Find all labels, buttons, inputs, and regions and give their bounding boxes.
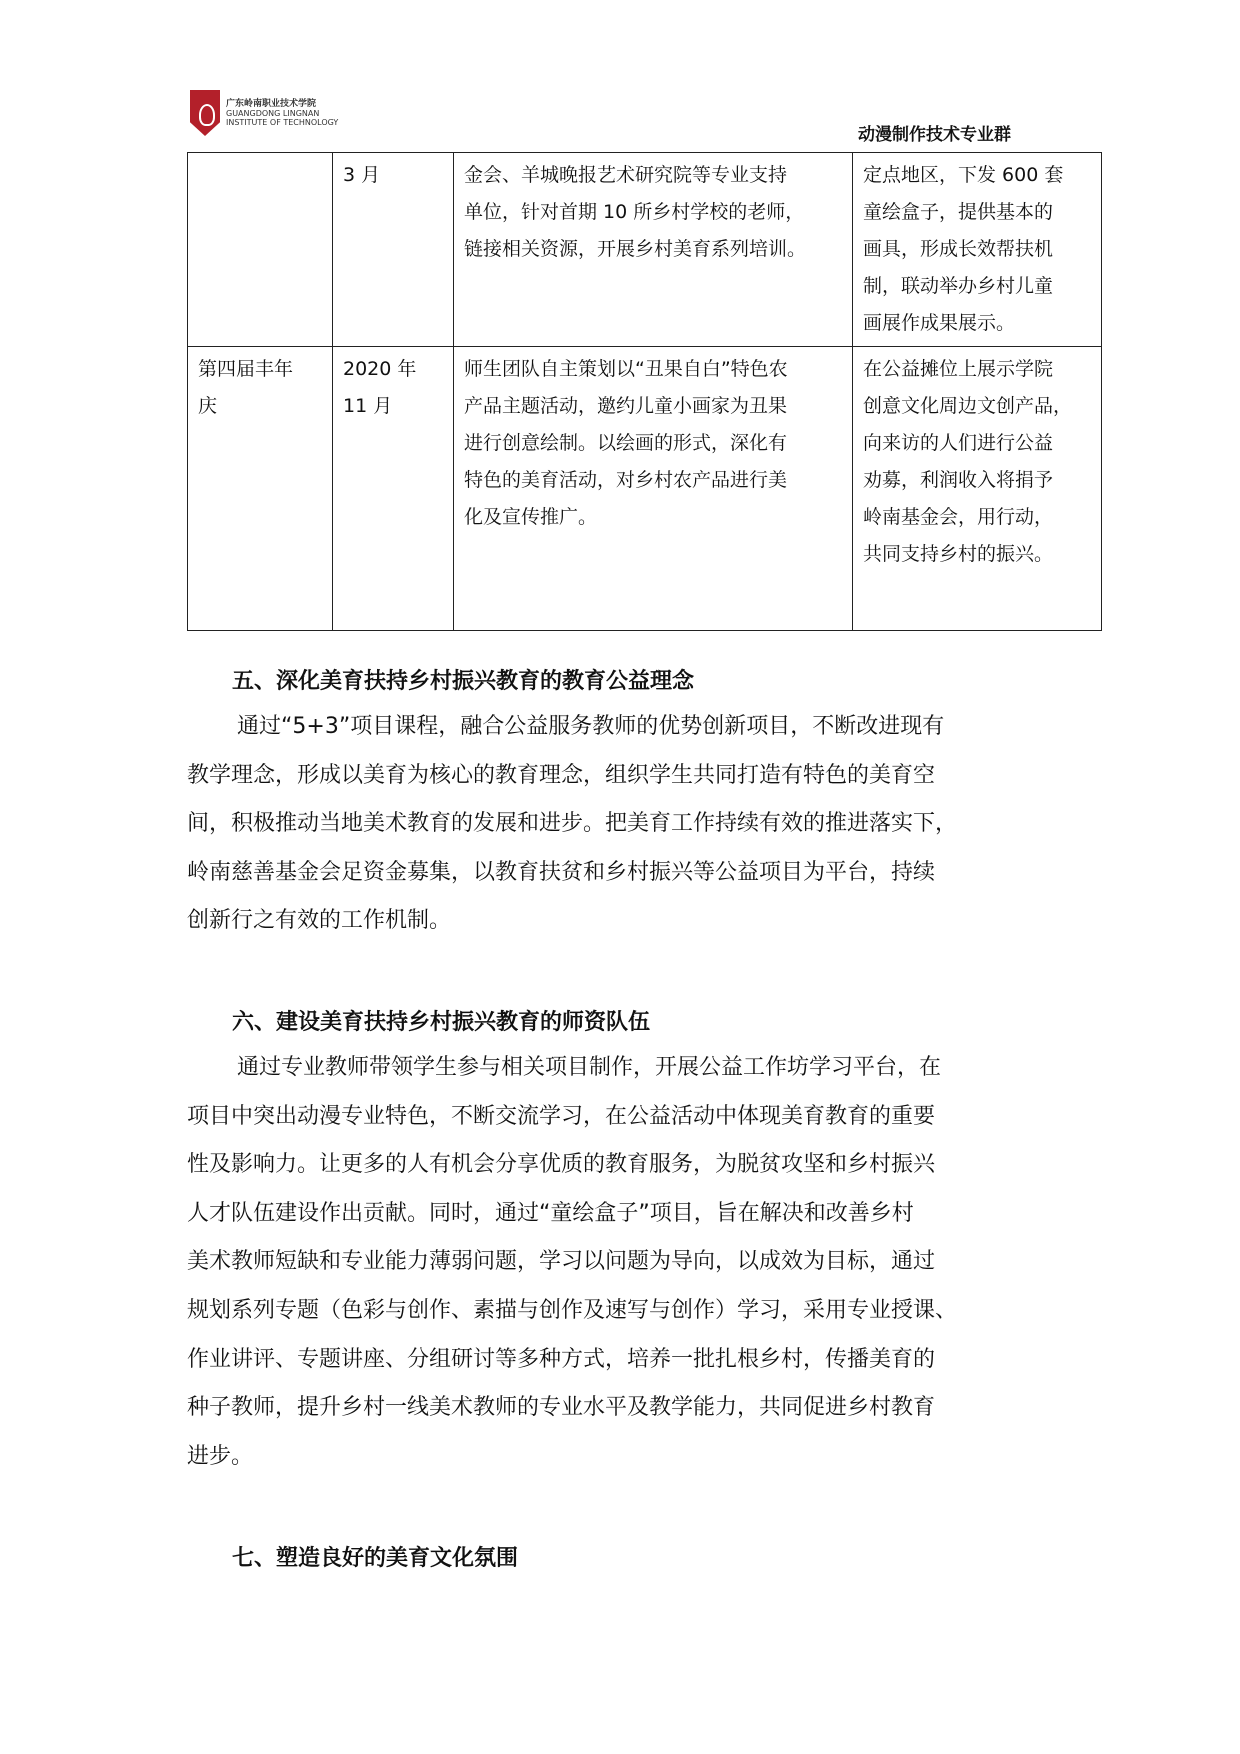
text-line: 2020 年 [343, 358, 417, 380]
text-line: 劝募，利润收入将捐予 [863, 469, 1054, 491]
logo-en2: INSTITUTE OF TECHNOLOGY [226, 118, 339, 127]
text-line: 特色的美育活动，对乡村农产品进行美 [464, 469, 788, 491]
college-emblem-icon [190, 90, 220, 136]
text-line: 性及影响力。让更多的人有机会分享优质的教育服务，为脱贫攻坚和乡村振兴 [187, 1152, 936, 1178]
cell-name [188, 153, 333, 347]
section-heading: 七、塑造良好的美育文化氛围 [232, 1545, 519, 1571]
text-line: 进步。 [187, 1443, 254, 1469]
logo-cn: 广东岭南职业技术学院 [226, 99, 317, 109]
section-heading: 六、建设美育扶持乡村振兴教育的师资队伍 [232, 1009, 651, 1035]
cell-date [333, 347, 454, 631]
text-line: 通过“5+3”项目课程，融合公益服务教师的优势创新项目，不断改进现有 [237, 714, 945, 739]
text-line: 画具，形成长效帮扶机 [863, 238, 1054, 260]
cell-content [454, 347, 853, 631]
section-paragraph [187, 703, 957, 946]
text-line: 画展作成果展示。 [863, 312, 1016, 334]
header-title: 动漫制作技术专业群 [858, 125, 1011, 145]
activity-table [187, 152, 1102, 631]
text-line: 规划系列专题（色彩与创作、素描与创作及速写与创作）学习，采用专业授课、 [187, 1297, 958, 1323]
text-line: 在公益摊位上展示学院 [863, 358, 1054, 380]
text-line: 作业讲评、专题讲座、分组研讨等多种方式，培养一批扎根乡村，传播美育的 [187, 1346, 936, 1372]
text-line: 定点地区，下发 600 套 [863, 164, 1064, 186]
text-line: 制，联动举办乡村儿童 [863, 275, 1054, 297]
text-line: 通过专业教师带领学生参与相关项目制作，开展公益工作坊学习平台，在 [237, 1055, 942, 1080]
text-line: 岭南慈善基金会足资金募集，以教育扶贫和乡村振兴等公益项目为平台，持续 [187, 859, 936, 885]
text-line: 化及宣传推广。 [464, 506, 598, 528]
text-line: 产品主题活动，邀约儿童小画家为丑果 [464, 395, 788, 417]
cell-result [853, 347, 1102, 631]
cell-date [333, 153, 454, 347]
text-line: 项目中突出动漫专业特色，不断交流学习，在公益活动中体现美育教育的重要 [187, 1103, 936, 1129]
text-line: 链接相关资源，开展乡村美育系列培训。 [464, 238, 807, 260]
table-row [188, 347, 1102, 631]
text-line: 人才队伍建设作出贡献。同时，通过“童绘盒子”项目，旨在解决和改善乡村 [187, 1200, 914, 1226]
table-row [188, 153, 1102, 347]
cell-content [454, 153, 853, 347]
text-line: 创新行之有效的工作机制。 [187, 908, 452, 934]
text-line: 童绘盒子，提供基本的 [863, 201, 1054, 223]
cell-name [188, 347, 333, 631]
text-line: 进行创意绘制。以绘画的形式，深化有 [464, 432, 788, 454]
text-line: 11 月 [343, 395, 393, 417]
text-line: 师生团队自主策划以“丑果自白”特色农 [464, 358, 788, 380]
text-line: 教学理念，形成以美育为核心的教育理念，组织学生共同打造有特色的美育空 [187, 762, 936, 788]
text-line: 创意文化周边文创产品， [863, 395, 1073, 417]
section-heading: 五、深化美育扶持乡村振兴教育的教育公益理念 [232, 668, 695, 694]
text-line: 向来访的人们进行公益 [863, 432, 1054, 454]
text-line: 岭南基金会，用行动， [863, 506, 1054, 528]
text-line: 美术教师短缺和专业能力薄弱问题，学习以问题为导向，以成效为目标，通过 [187, 1249, 936, 1275]
college-logo [190, 90, 338, 136]
cell-result [853, 153, 1102, 347]
text-line: 种子教师，提升乡村一线美术教师的专业水平及教学能力，共同促进乡村教育 [187, 1395, 936, 1421]
logo-en1: GUANGDONG LINGNAN [226, 109, 320, 118]
text-line: 金会、羊城晚报艺术研究院等专业支持 [464, 164, 788, 186]
text-line: 单位，针对首期 10 所乡村学校的老师， [464, 201, 805, 223]
text-line: 间，积极推动当地美术教育的发展和进步。把美育工作持续有效的推进落实下， [187, 811, 958, 837]
text-line: 庆 [198, 395, 218, 417]
text-line: 共同支持乡村的振兴。 [863, 543, 1054, 565]
text-line: 3 月 [343, 164, 381, 186]
text-line: 第四届丰年 [198, 358, 294, 380]
section-paragraph [187, 1044, 957, 1481]
